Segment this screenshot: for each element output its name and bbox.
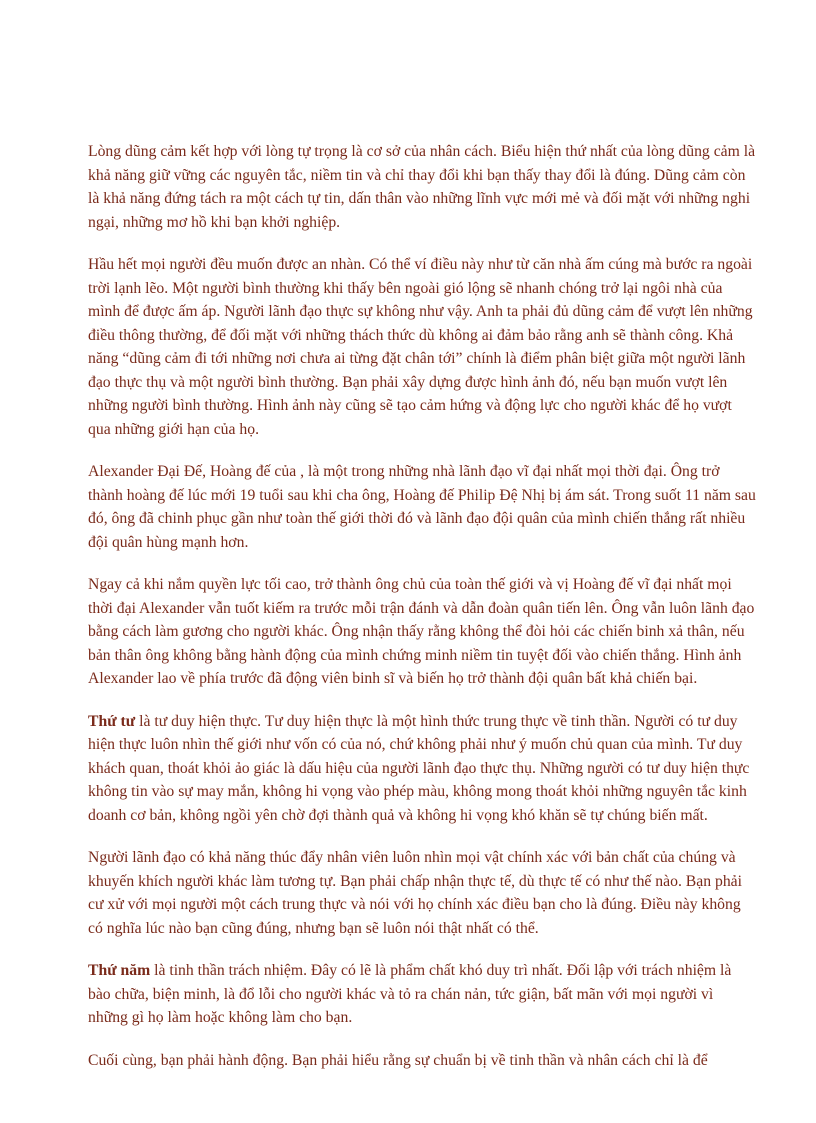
paragraph-leader-honesty: Người lãnh đạo có khả năng thúc đẩy nhân viên luôn nhìn mọi vật chính xác với bản chất của chúng và khuyến khích người khác làm tương tự. Bạn phải chấp nhận thực tế, dù thực tế có như thế nào. Bạn phải cư xử với mọi người một cách trung thực và nói với họ chính xác điều bạn cho là đúng. Điều này không có nghĩa lúc nào bạn cũng đúng, nhưng bạn sẽ luôn nói thật nhất có thể. [88, 849, 742, 937]
paragraph-lead-fifth: Thứ năm [88, 962, 151, 979]
paragraph-alexander-history: Alexander Đại Đế, Hoàng đế của , là một trong những nhà lãnh đạo vĩ đại nhất mọi thời đại. Ông trở thành hoàng đế lúc mới 19 tuổi sau khi cha ông, Hoàng đế Philip Đệ Nhị bị ám sát. Trong suốt 11 năm sau đó, ông đã chinh phục gần như toàn thế giới thời đó và lãnh đạo đội quân của mình chiến thắng rất nhiều đội quân hùng mạnh hơn. [88, 463, 756, 551]
paragraph-comfort-analogy: Hầu hết mọi người đều muốn được an nhàn. Có thể ví điều này như từ căn nhà ấm cúng mà bước ra ngoài trời lạnh lẽo. Một người bình thường khi thấy bên ngoài gió lộng sẽ nhanh chóng trở lại ngôi nhà của mình để được ấm áp. Người lãnh đạo thực sự không như vậy. Anh ta phải đủ dũng cảm để vượt lên những điều thông thường, để đối mặt với những thách thức dù không ai đảm bảo rằng anh sẽ thành công. Khả năng “dũng cảm đi tới những nơi chưa ai từng đặt chân tới” chính là điểm phân biệt giữa một người lãnh đạo thực thụ và một người bình thường. Bạn phải xây dựng được hình ảnh đó, nếu bạn muốn vượt lên những người bình thường. Hình ảnh này cũng sẽ tạo cảm hứng và động lực cho người khác để họ vượt qua những giới hạn của họ. [88, 256, 753, 438]
paragraph-action: Cuối cùng, bạn phải hành động. Bạn phải hiểu rằng sự chuẩn bị về tinh thần và nhân cách chỉ là để [88, 1051, 708, 1069]
paragraph-realistic-thinking: Thứ tư là tư duy hiện thực. Tư duy hiện thực là một hình thức trung thực về tinh thần. Người có tư duy hiện thực luôn nhìn thế giới như vốn có của nó, chứ không phải như ý muốn chủ quan của mình. Tư duy khách quan, thoát khỏi ảo giác là dấu hiệu của người lãnh đạo thực thụ. Những người có tư duy hiện thực không tin vào sự may mắn, không hi vọng vào phép màu, không mong thoát khỏi những nguyên tắc kinh doanh cơ bản, không ngồi yên chờ đợi thành quả và không hi vọng khó khăn sẽ tự chúng biến mất. [88, 712, 750, 824]
paragraph-lead-fourth: Thứ tư [88, 712, 136, 730]
paragraph-alexander-example: Ngay cả khi nắm quyền lực tối cao, trở thành ông chủ của toàn thế giới và vị Hoàng đế vĩ đại nhất mọi thời đại Alexander vẫn tuốt kiếm ra trước mỗi trận đánh và dẫn đoàn quân tiến lên. Ông vẫn luôn lãnh đạo bằng cách làm gương cho người khác. Ông nhận thấy rằng không thể đòi hỏi các chiến binh xả thân, nếu bản thân ông không bằng hành động của mình chứng minh niềm tin tuyệt đối vào chiến thắng. Hình ảnh Alexander lao về phía trước đã động viên binh sĩ và biến họ trở thành đội quân bất khả chiến bại. [88, 576, 755, 687]
paragraph-courage-definition: Lòng dũng cảm kết hợp với lòng tự trọng là cơ sở của nhân cách. Biểu hiện thứ nhất của lòng dũng cảm là khả năng giữ vững các nguyên tắc, niềm tin và chỉ thay đổi khi bạn thấy thay đổi là đúng. Dũng cảm còn là khả năng đứng tách ra một cách tự tin, dấn thân vào những lĩnh vực mới mẻ và đối mặt với những nghi ngại, những mơ hồ khi bạn khởi nghiệp. [88, 143, 756, 231]
paragraph-responsibility: Thứ năm là tinh thần trách nhiệm. Đây có lẽ là phẩm chất khó duy trì nhất. Đối lập với trách nhiệm là bào chữa, biện minh, là đổ lỗi cho người khác và tỏ ra chán nản, tức giận, bất mãn với mọi người vì những gì họ làm hoặc không làm cho bạn. [88, 962, 732, 1026]
